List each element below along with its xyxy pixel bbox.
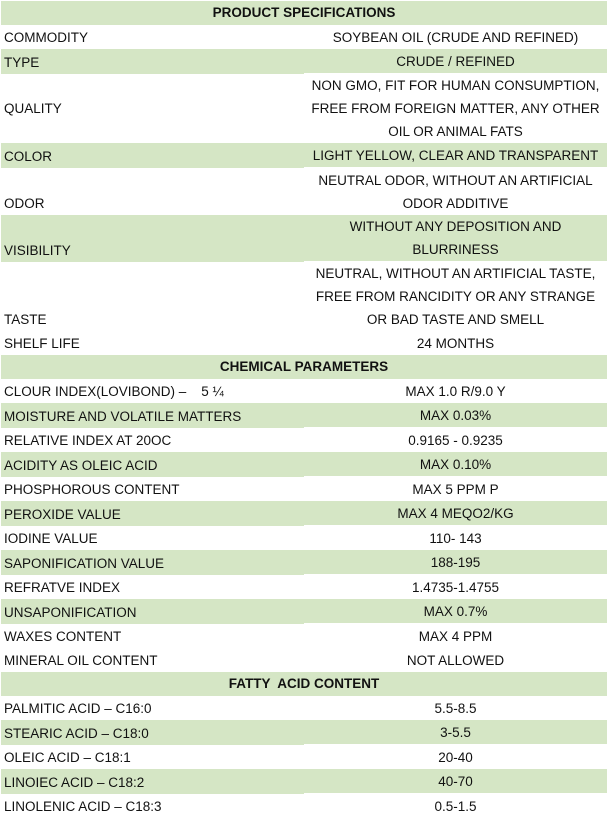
table-row xyxy=(1,550,607,575)
row-value-acidity: MAX 0.10% xyxy=(304,452,607,477)
row-value-stearic: 3-5.5 xyxy=(304,720,607,745)
table-row xyxy=(1,648,607,672)
row-value-taste: NEUTRAL, WITHOUT AN ARTIFICIAL TASTE, FREE FROM RANCIDITY OR ANY STRANGE OR BAD TASTE AND SMELL xyxy=(304,262,607,332)
row-label-mineral-oil: MINERAL OIL CONTENT xyxy=(1,648,304,672)
table-row xyxy=(1,526,607,551)
row-label-stearic: STEARIC ACID – C18:0 xyxy=(1,720,304,745)
row-value-mineral-oil: NOT ALLOWED xyxy=(304,648,607,672)
section-header xyxy=(1,355,607,379)
table-row xyxy=(1,74,607,144)
section-header xyxy=(1,1,607,25)
section-header xyxy=(1,672,607,696)
row-value-relative-index: 0.9165 - 0.9235 xyxy=(304,428,607,453)
row-value-palmitic: 5.5-8.5 xyxy=(304,696,607,720)
table-row xyxy=(1,331,607,355)
row-label-linoleic: LINOIEC ACID – C18:2 xyxy=(1,769,304,794)
row-value-color: LIGHT YELLOW, CLEAR AND TRANSPARENT xyxy=(304,143,607,168)
section-heading-fatty-acid-content: FATTY ACID CONTENT xyxy=(1,672,607,696)
table-row xyxy=(1,168,607,216)
table-row xyxy=(1,379,607,403)
row-label-refractive-index: REFRATVE INDEX xyxy=(1,575,304,600)
row-value-linolenic: 0.5-1.5 xyxy=(304,794,607,818)
row-label-type: TYPE xyxy=(1,49,304,74)
row-value-colour-index: MAX 1.0 R/9.0 Y xyxy=(304,379,607,403)
row-label-quality: QUALITY xyxy=(1,74,304,144)
spec-sheet xyxy=(1,1,607,818)
table-row xyxy=(1,720,607,745)
section-heading-product-specifications: PRODUCT SPECIFICATIONS xyxy=(1,1,607,25)
table-row xyxy=(1,403,607,428)
row-label-taste: TASTE xyxy=(1,262,304,332)
row-value-shelf-life: 24 MONTHS xyxy=(304,331,607,355)
row-label-oleic: OLEIC ACID – C18:1 xyxy=(1,745,304,770)
row-value-visibility: WITHOUT ANY DEPOSITION AND BLURRINESS xyxy=(304,215,607,262)
row-value-saponification: 188-195 xyxy=(304,550,607,575)
row-label-colour-index: CLOUR INDEX(LOVIBOND) – 5 ¼ xyxy=(1,379,304,403)
row-value-unsaponification: MAX 0.7% xyxy=(304,599,607,624)
table-row xyxy=(1,794,607,818)
row-value-oleic: 20-40 xyxy=(304,745,607,770)
row-label-unsaponification: UNSAPONIFICATION xyxy=(1,599,304,624)
row-label-shelf-life: SHELF LIFE xyxy=(1,331,304,355)
row-value-moisture: MAX 0.03% xyxy=(304,403,607,428)
table-row xyxy=(1,215,607,262)
table-row xyxy=(1,696,607,720)
row-label-saponification: SAPONIFICATION VALUE xyxy=(1,550,304,575)
row-value-iodine: 110- 143 xyxy=(304,526,607,551)
row-value-linoleic: 40-70 xyxy=(304,769,607,794)
table-row xyxy=(1,452,607,477)
row-label-iodine: IODINE VALUE xyxy=(1,526,304,551)
table-row xyxy=(1,25,607,49)
row-value-odor: NEUTRAL ODOR, WITHOUT AN ARTIFICIAL ODOR ADDITIVE xyxy=(304,168,607,216)
spec-table xyxy=(1,1,607,818)
row-label-palmitic: PALMITIC ACID – C16:0 xyxy=(1,696,304,720)
row-label-odor: ODOR xyxy=(1,168,304,216)
table-row xyxy=(1,624,607,649)
table-row xyxy=(1,599,607,624)
row-value-waxes: MAX 4 PPM xyxy=(304,624,607,649)
row-label-relative-index: RELATIVE INDEX AT 20OC xyxy=(1,428,304,453)
row-label-visibility: VISIBILITY xyxy=(1,215,304,262)
row-label-linolenic: LINOLENIC ACID – C18:3 xyxy=(1,794,304,818)
table-row xyxy=(1,769,607,794)
row-label-acidity: ACIDITY AS OLEIC ACID xyxy=(1,452,304,477)
table-row xyxy=(1,745,607,770)
row-value-phosphorous: MAX 5 PPM P xyxy=(304,477,607,502)
table-row xyxy=(1,575,607,600)
table-row xyxy=(1,49,607,74)
row-label-peroxide: PEROXIDE VALUE xyxy=(1,501,304,526)
table-row xyxy=(1,143,607,168)
row-label-commodity: COMMODITY xyxy=(1,25,304,49)
section-heading-chemical-parameters: CHEMICAL PARAMETERS xyxy=(1,355,607,379)
table-row xyxy=(1,501,607,526)
row-label-color: COLOR xyxy=(1,143,304,168)
table-row xyxy=(1,477,607,502)
row-value-commodity: SOYBEAN OIL (CRUDE AND REFINED) xyxy=(304,25,607,49)
row-value-quality: NON GMO, FIT FOR HUMAN CONSUMPTION, FREE FROM FOREIGN MATTER, ANY OTHER OIL OR ANIMAL FATS xyxy=(304,74,607,144)
row-label-phosphorous: PHOSPHOROUS CONTENT xyxy=(1,477,304,502)
row-label-waxes: WAXES CONTENT xyxy=(1,624,304,649)
table-row xyxy=(1,428,607,453)
row-value-peroxide: MAX 4 MEQO2/KG xyxy=(304,501,607,526)
row-value-type: CRUDE / REFINED xyxy=(304,49,607,74)
row-value-refractive-index: 1.4735-1.4755 xyxy=(304,575,607,600)
row-label-moisture: MOISTURE AND VOLATILE MATTERS xyxy=(1,403,304,428)
table-row xyxy=(1,262,607,332)
